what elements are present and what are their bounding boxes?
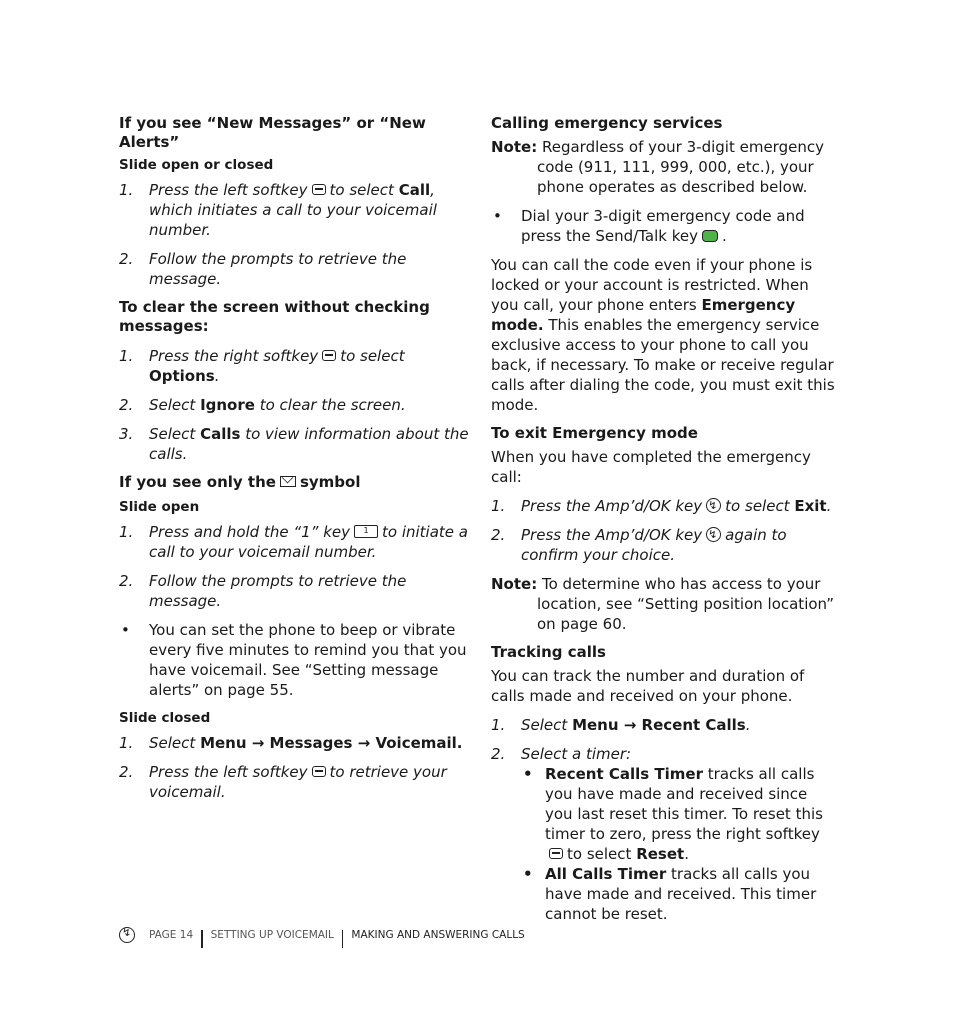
one-key-icon: 1 xyxy=(354,525,378,538)
note-location xyxy=(491,574,835,634)
step-text: to retrieve your voicemail. xyxy=(149,763,447,801)
step-text: Select xyxy=(521,716,568,734)
all-calls-timer-label: All Calls Timer xyxy=(545,865,667,883)
bullet-dot: • xyxy=(493,207,502,225)
bullet-text: tracks all calls you have made and received since you last reset this timer. To reset this timer to zero, press the right softkey xyxy=(545,765,823,843)
step-hold-one xyxy=(119,522,471,562)
paragraph-text: You can call the code even if your phone is locked or your account is restricted. When you call, your phone enters xyxy=(491,256,813,314)
ampd-ok-key-icon xyxy=(706,498,721,513)
footer-section-current: MAKING AND ANSWERING CALLS xyxy=(351,929,525,941)
note-label: Note: xyxy=(491,575,538,593)
step-number: 2. xyxy=(119,250,134,268)
step-number: 1. xyxy=(119,347,134,365)
step-number: 1. xyxy=(119,523,134,541)
exit-intro: When you have completed the emergency call: xyxy=(491,448,811,486)
step-recent-calls xyxy=(491,715,835,735)
footer-divider xyxy=(201,930,203,948)
calls-label: Calls xyxy=(200,425,241,443)
menu-path-label: Menu → Messages → Voicemail. xyxy=(200,734,463,752)
step-text: to select xyxy=(340,347,405,365)
step-number: 2. xyxy=(491,526,506,544)
step-number: 1. xyxy=(491,716,506,734)
bullet-dot: • xyxy=(523,865,533,883)
subheading-slide-closed: Slide closed xyxy=(119,710,211,726)
note-text: Regardless of your 3-digit emergency code (911, 111, 999, 000, etc.), your phone operates as described below. xyxy=(537,138,824,196)
paragraph-text: This enables the emergency service exclusive access to your phone to call you back, if necessary. To make or receive regular calls after dialing the code, you must exit this mode. xyxy=(491,316,835,414)
step-text: Press the left softkey xyxy=(149,181,308,199)
footer-divider xyxy=(342,930,344,948)
subheading-slide-open: Slide open xyxy=(119,499,200,515)
step-number: 1. xyxy=(119,181,134,199)
ampd-ok-key-icon xyxy=(706,527,721,542)
ampd-logo-icon xyxy=(119,927,135,943)
heading-symbol xyxy=(119,473,471,492)
page-footer xyxy=(119,926,525,944)
bullet-text: . xyxy=(684,845,689,863)
step-select-timer xyxy=(491,744,835,764)
sub-bullet-all-timer xyxy=(521,864,835,924)
step-text: to clear the screen. xyxy=(259,396,406,414)
step-menu-voicemail xyxy=(119,733,471,753)
step-text: Press and hold the “1” key xyxy=(149,523,350,541)
heading-clear-screen: To clear the screen without checking messages: xyxy=(119,298,430,335)
step-follow-prompts-2 xyxy=(119,571,471,611)
options-label: Options xyxy=(149,367,215,385)
softkey-icon xyxy=(312,184,326,195)
envelope-icon xyxy=(280,476,296,487)
step-calls xyxy=(119,424,471,464)
softkey-icon xyxy=(312,766,326,777)
right-column xyxy=(491,114,835,924)
heading-emergency: Calling emergency services xyxy=(491,114,723,132)
step-text: Select xyxy=(149,425,196,443)
step-text: Press the right softkey xyxy=(149,347,319,365)
bullet-message-alerts xyxy=(119,620,471,700)
step-number: 3. xyxy=(119,425,134,443)
step-text: . xyxy=(214,367,220,385)
step-text: . xyxy=(745,716,751,734)
softkey-icon xyxy=(549,848,563,859)
step-text: Press the Amp’d/OK key xyxy=(521,497,703,515)
menu-path-label: Menu → Recent Calls xyxy=(572,716,746,734)
step-number: 2. xyxy=(491,745,506,763)
note-text: To determine who has access to your location, see “Setting position location” on page 60. xyxy=(537,575,834,633)
send-talk-key-icon xyxy=(702,230,718,242)
step-follow-prompts xyxy=(119,249,471,289)
bullet-text: Dial your 3-digit emergency code and press the Send/Talk key xyxy=(521,207,805,245)
bullet-dial-emergency xyxy=(491,206,835,246)
step-retrieve-voicemail xyxy=(119,762,471,802)
step-number: 2. xyxy=(119,572,134,590)
step-text: , which initiates a call to your voicemail number. xyxy=(149,181,437,239)
heading-text: If you see only the xyxy=(119,473,276,491)
step-options xyxy=(119,346,471,386)
emergency-mode-paragraph xyxy=(491,255,835,415)
page-number: PAGE 14 xyxy=(149,929,194,941)
exit-label: Exit xyxy=(794,497,827,515)
step-text: to select xyxy=(725,497,790,515)
left-column xyxy=(119,114,471,811)
step-text: . xyxy=(826,497,832,515)
step-text: again to confirm your choice. xyxy=(521,526,787,564)
note-label: Note: xyxy=(491,138,538,156)
step-text: Select xyxy=(149,734,196,752)
heading-new-messages: If you see “New Messages” or “New Alerts” xyxy=(119,114,426,151)
tracking-paragraph: You can track the number and duration of calls made and received on your phone. xyxy=(491,667,805,705)
bullet-text: to select xyxy=(567,845,632,863)
recent-calls-timer-label: Recent Calls Timer xyxy=(545,765,703,783)
step-text: Follow the prompts to retrieve the message. xyxy=(149,250,407,288)
emergency-mode-label: Emergency mode. xyxy=(491,296,796,334)
step-text: Select a timer: xyxy=(521,745,632,763)
step-text: to view information about the calls. xyxy=(149,425,469,463)
heading-tracking: Tracking calls xyxy=(491,643,606,661)
bullet-text: tracks all calls you have made and received. This timer cannot be reset. xyxy=(545,865,817,923)
reset-label: Reset xyxy=(636,845,685,863)
step-text: Press the left softkey xyxy=(149,763,308,781)
call-label: Call xyxy=(398,181,431,199)
ignore-label: Ignore xyxy=(200,396,255,414)
bullet-text: You can set the phone to beep or vibrate every five minutes to remind you that you have voicemail. See “Setting message alerts” on page 55. xyxy=(149,621,467,699)
step-text: Follow the prompts to retrieve the message. xyxy=(149,572,407,610)
step-number: 1. xyxy=(119,734,134,752)
step-text: to initiate a call to your voicemail number. xyxy=(149,523,468,561)
step-call-voicemail xyxy=(119,180,471,240)
footer-section-prev: SETTING UP VOICEMAIL xyxy=(210,929,334,941)
subheading-slide-open-closed: Slide open or closed xyxy=(119,157,274,173)
step-text: Select xyxy=(149,396,196,414)
step-exit xyxy=(491,496,835,516)
step-ignore xyxy=(119,395,471,415)
softkey-icon xyxy=(322,350,336,361)
step-text: to select xyxy=(329,181,394,199)
step-confirm xyxy=(491,525,835,565)
timer-list xyxy=(491,764,835,924)
step-number: 2. xyxy=(119,396,134,414)
bullet-dot: • xyxy=(523,765,533,783)
step-number: 1. xyxy=(491,497,506,515)
bullet-dot: • xyxy=(121,621,130,639)
step-text: Press the Amp’d/OK key xyxy=(521,526,703,544)
note-emergency-code xyxy=(491,137,835,197)
step-number: 2. xyxy=(119,763,134,781)
heading-text: symbol xyxy=(299,473,361,491)
bullet-text: . xyxy=(721,227,727,245)
sub-bullet-recent-timer xyxy=(521,764,835,864)
heading-exit-emergency: To exit Emergency mode xyxy=(491,424,698,442)
